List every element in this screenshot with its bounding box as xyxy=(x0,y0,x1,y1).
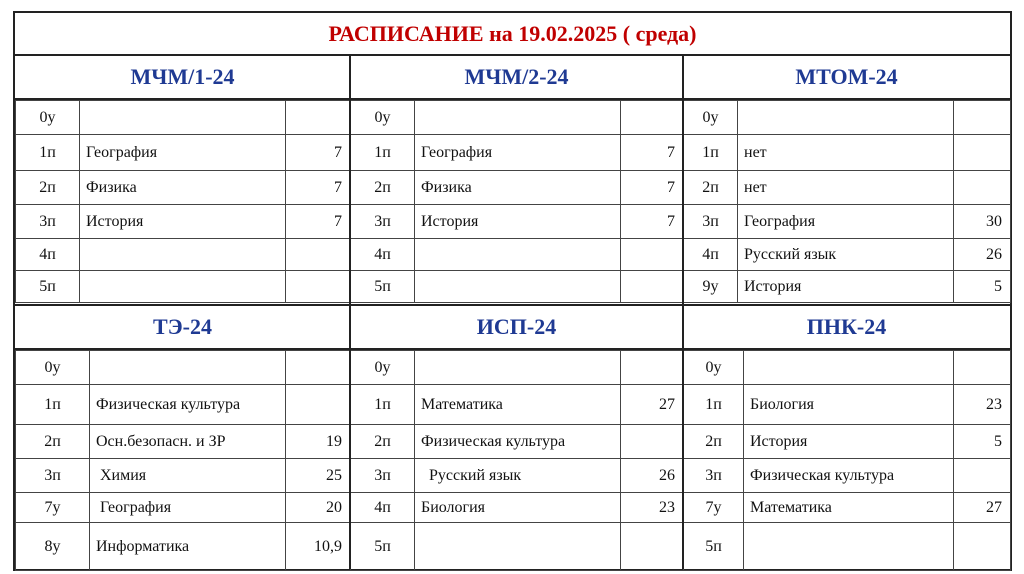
group-table xyxy=(350,350,684,571)
lesson-slot-cell: 3п xyxy=(351,205,415,239)
schedule-row xyxy=(16,493,351,523)
schedule-row xyxy=(351,385,684,425)
lesson-slot-cell: 2п xyxy=(684,171,738,205)
schedule-row xyxy=(684,171,1011,205)
room-cell xyxy=(286,351,351,385)
group-table xyxy=(15,350,351,571)
room-cell: 7 xyxy=(286,135,351,171)
schedule-row xyxy=(16,351,351,385)
schedule-row xyxy=(16,523,351,571)
subject-cell: История xyxy=(415,205,621,239)
lesson-slot-cell: 4п xyxy=(16,239,80,271)
lesson-slot-cell: 2п xyxy=(684,425,744,459)
subject-cell: Математика xyxy=(744,493,954,523)
room-cell: 7 xyxy=(286,205,351,239)
group-header: МЧМ/2-24 xyxy=(350,56,683,100)
schedule-row xyxy=(16,135,351,171)
room-cell: 7 xyxy=(621,205,684,239)
subject-cell: Физическая культура xyxy=(744,459,954,493)
subject-cell: Биология xyxy=(744,385,954,425)
schedule-row xyxy=(16,425,351,459)
room-cell: 23 xyxy=(954,385,1011,425)
schedule-row xyxy=(684,135,1011,171)
schedule-row xyxy=(351,135,684,171)
schedule-row xyxy=(684,493,1011,523)
lesson-slot-cell: 0у xyxy=(16,101,80,135)
group-header: МТОМ-24 xyxy=(683,56,1010,100)
group-block-mchm2 xyxy=(350,56,683,302)
schedule-row xyxy=(684,523,1011,571)
lesson-slot-cell: 3п xyxy=(684,205,738,239)
schedule-row xyxy=(16,101,351,135)
subject-cell: Химия xyxy=(90,459,286,493)
lesson-slot-cell: 0у xyxy=(684,351,744,385)
room-cell: 5 xyxy=(954,425,1011,459)
lesson-slot-cell: 4п xyxy=(684,239,738,271)
subject-cell xyxy=(90,351,286,385)
lesson-slot-cell: 1п xyxy=(351,135,415,171)
subject-cell: География xyxy=(90,493,286,523)
room-cell: 7 xyxy=(286,171,351,205)
lesson-slot-cell: 5п xyxy=(351,523,415,571)
room-cell: 10,9 xyxy=(286,523,351,571)
schedule-row xyxy=(684,271,1011,303)
group-header: ПНК-24 xyxy=(683,306,1010,350)
room-cell xyxy=(621,239,684,271)
subject-cell: Физика xyxy=(415,171,621,205)
lesson-slot-cell: 7у xyxy=(16,493,90,523)
subject-cell xyxy=(80,271,286,303)
subject-cell: нет xyxy=(738,171,954,205)
schedule-row xyxy=(16,239,351,271)
schedule-sheet xyxy=(13,11,1012,571)
group-header: ТЭ-24 xyxy=(15,306,350,350)
lesson-slot-cell: 1п xyxy=(16,385,90,425)
schedule-row xyxy=(351,523,684,571)
schedule-row xyxy=(16,459,351,493)
schedule-row xyxy=(351,459,684,493)
lesson-slot-cell: 0у xyxy=(351,101,415,135)
lesson-slot-cell: 8у xyxy=(16,523,90,571)
subject-cell: География xyxy=(80,135,286,171)
subject-cell: История xyxy=(80,205,286,239)
subject-cell xyxy=(744,351,954,385)
room-cell: 27 xyxy=(954,493,1011,523)
schedule-row xyxy=(16,385,351,425)
subject-cell xyxy=(415,351,621,385)
subject-cell: Математика xyxy=(415,385,621,425)
group-table xyxy=(15,100,351,303)
group-header: ИСП-24 xyxy=(350,306,683,350)
schedule-row xyxy=(351,425,684,459)
group-block-te xyxy=(15,306,350,571)
lesson-slot-cell: 3п xyxy=(351,459,415,493)
room-cell xyxy=(286,239,351,271)
lesson-slot-cell: 0у xyxy=(16,351,90,385)
lesson-slot-cell: 5п xyxy=(351,271,415,303)
subject-cell: Осн.безопасн. и ЗР xyxy=(90,425,286,459)
lesson-slot-cell: 3п xyxy=(684,459,744,493)
schedule-row xyxy=(351,171,684,205)
subject-cell: Русский язык xyxy=(738,239,954,271)
room-cell xyxy=(954,171,1011,205)
room-cell: 26 xyxy=(954,239,1011,271)
schedule-row xyxy=(351,351,684,385)
group-block-mtom xyxy=(683,56,1010,302)
room-cell xyxy=(954,459,1011,493)
lesson-slot-cell: 0у xyxy=(351,351,415,385)
group-block-isp xyxy=(350,306,683,571)
lesson-slot-cell: 3п xyxy=(16,205,80,239)
lesson-slot-cell: 1п xyxy=(16,135,80,171)
section-divider xyxy=(15,304,1010,306)
subject-cell: История xyxy=(744,425,954,459)
room-cell xyxy=(621,351,684,385)
subject-cell: Информатика xyxy=(90,523,286,571)
lesson-slot-cell: 2п xyxy=(351,425,415,459)
schedule-row xyxy=(684,239,1011,271)
room-cell xyxy=(621,523,684,571)
subject-cell xyxy=(744,523,954,571)
schedule-title: РАСПИСАНИЕ на 19.02.2025 ( среда) xyxy=(15,13,1010,56)
lesson-slot-cell: 5п xyxy=(16,271,80,303)
subject-cell xyxy=(80,101,286,135)
subject-cell xyxy=(415,523,621,571)
subject-cell xyxy=(80,239,286,271)
room-cell xyxy=(621,425,684,459)
group-table xyxy=(683,350,1011,571)
room-cell xyxy=(954,135,1011,171)
subject-cell xyxy=(415,271,621,303)
schedule-row xyxy=(16,171,351,205)
room-cell xyxy=(954,523,1011,571)
schedule-row xyxy=(16,205,351,239)
lesson-slot-cell: 9у xyxy=(684,271,738,303)
schedule-row xyxy=(351,493,684,523)
subject-cell: География xyxy=(415,135,621,171)
subject-cell: Физическая культура xyxy=(415,425,621,459)
room-cell xyxy=(621,101,684,135)
group-block-pnk xyxy=(683,306,1010,571)
schedule-row xyxy=(684,385,1011,425)
schedule-row xyxy=(351,271,684,303)
subject-cell: Физическая культура xyxy=(90,385,286,425)
room-cell: 20 xyxy=(286,493,351,523)
subject-cell: История xyxy=(738,271,954,303)
group-table xyxy=(350,100,684,303)
lesson-slot-cell: 2п xyxy=(16,171,80,205)
subject-cell xyxy=(415,101,621,135)
schedule-row xyxy=(351,101,684,135)
schedule-row xyxy=(684,351,1011,385)
room-cell xyxy=(621,271,684,303)
lesson-slot-cell: 1п xyxy=(684,385,744,425)
subject-cell: Физика xyxy=(80,171,286,205)
lesson-slot-cell: 4п xyxy=(351,493,415,523)
room-cell: 7 xyxy=(621,171,684,205)
room-cell: 26 xyxy=(621,459,684,493)
subject-cell: нет xyxy=(738,135,954,171)
room-cell: 5 xyxy=(954,271,1011,303)
room-cell: 19 xyxy=(286,425,351,459)
room-cell: 27 xyxy=(621,385,684,425)
schedule-row xyxy=(684,101,1011,135)
schedule-row xyxy=(684,425,1011,459)
schedule-row xyxy=(684,205,1011,239)
group-block-mchm1 xyxy=(15,56,350,302)
schedule-row xyxy=(16,271,351,303)
room-cell xyxy=(954,101,1011,135)
column-divider xyxy=(349,56,351,569)
group-table xyxy=(683,100,1011,303)
lesson-slot-cell: 2п xyxy=(16,425,90,459)
room-cell xyxy=(286,271,351,303)
room-cell: 25 xyxy=(286,459,351,493)
lesson-slot-cell: 7у xyxy=(684,493,744,523)
room-cell xyxy=(954,351,1011,385)
lesson-slot-cell: 3п xyxy=(16,459,90,493)
room-cell: 23 xyxy=(621,493,684,523)
subject-cell: Русский язык xyxy=(415,459,621,493)
room-cell: 7 xyxy=(621,135,684,171)
subject-cell xyxy=(738,101,954,135)
schedule-row xyxy=(351,205,684,239)
lesson-slot-cell: 1п xyxy=(684,135,738,171)
subject-cell: География xyxy=(738,205,954,239)
room-cell: 30 xyxy=(954,205,1011,239)
subject-cell xyxy=(415,239,621,271)
schedule-row xyxy=(684,459,1011,493)
room-cell xyxy=(286,385,351,425)
lesson-slot-cell: 5п xyxy=(684,523,744,571)
schedule-row xyxy=(351,239,684,271)
column-divider xyxy=(682,56,684,569)
group-header: МЧМ/1-24 xyxy=(15,56,350,100)
lesson-slot-cell: 0у xyxy=(684,101,738,135)
subject-cell: Биология xyxy=(415,493,621,523)
room-cell xyxy=(286,101,351,135)
lesson-slot-cell: 4п xyxy=(351,239,415,271)
lesson-slot-cell: 1п xyxy=(351,385,415,425)
lesson-slot-cell: 2п xyxy=(351,171,415,205)
